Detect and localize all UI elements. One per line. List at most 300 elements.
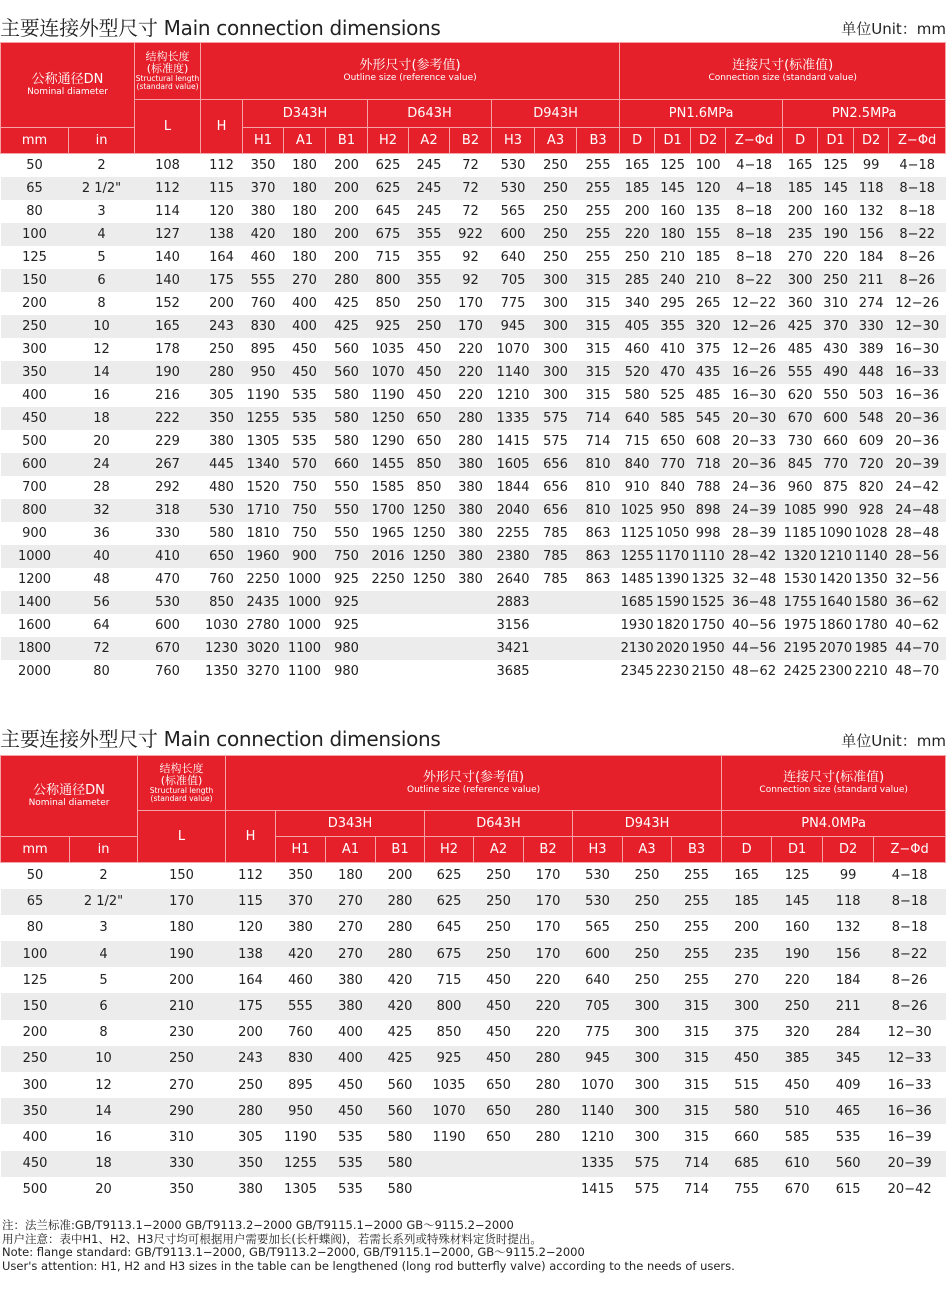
table-cell: 1028 bbox=[854, 525, 888, 541]
table-cell: 32−56 bbox=[895, 571, 940, 587]
table-cell: 548 bbox=[854, 407, 889, 430]
table-cell bbox=[535, 660, 577, 683]
table-cell: 3 bbox=[99, 920, 108, 936]
table-cell: 409 bbox=[835, 1077, 861, 1093]
table-row bbox=[1, 338, 946, 361]
table-cell: 250 bbox=[535, 223, 577, 246]
table-cell: 550 bbox=[334, 479, 359, 495]
table-cell: 24−42 bbox=[895, 479, 940, 495]
table-cell: 350 bbox=[226, 1151, 276, 1177]
table-row bbox=[1, 568, 946, 591]
table-cell: 585 bbox=[655, 407, 691, 430]
table-cell bbox=[535, 591, 577, 614]
table-cell: 650 bbox=[486, 1077, 511, 1093]
table-cell: 220 bbox=[458, 341, 483, 357]
column-header: D2 bbox=[823, 837, 874, 863]
table-cell: 127 bbox=[135, 223, 201, 246]
table-cell: 4 bbox=[70, 941, 138, 967]
table-cell: 2250 bbox=[246, 571, 280, 587]
table-cell: 300 bbox=[543, 295, 568, 311]
table-cell: 625 bbox=[368, 177, 409, 200]
table-cell: 530 bbox=[585, 868, 610, 884]
table-cell: 1605 bbox=[492, 453, 535, 476]
header-mm: mm bbox=[1, 837, 70, 863]
table-cell: 350 bbox=[1, 361, 69, 384]
table-cell: 284 bbox=[835, 1025, 861, 1041]
table-cell: 6 bbox=[69, 269, 135, 292]
table-cell: 380 bbox=[450, 453, 492, 476]
table-cell: 155 bbox=[691, 223, 726, 246]
table-cell: 16−36 bbox=[874, 1098, 946, 1124]
table-cell: 535 bbox=[284, 407, 326, 430]
table-cell: 380 bbox=[250, 203, 276, 219]
table-cell: 460 bbox=[288, 972, 313, 988]
table-cell: 1810 bbox=[246, 525, 280, 541]
table-cell: 2230 bbox=[656, 663, 690, 679]
table-cell: 267 bbox=[135, 453, 201, 476]
table-cell: 760 bbox=[155, 663, 180, 679]
table-cell: 863 bbox=[585, 525, 611, 541]
table-cell: 270 bbox=[169, 1077, 194, 1093]
table-cell: 180 bbox=[284, 223, 326, 246]
table-cell: 36 bbox=[93, 525, 110, 541]
table-cell: 925 bbox=[368, 315, 409, 338]
table-cell: 2 bbox=[99, 868, 108, 884]
table-cell: 1025 bbox=[620, 499, 655, 522]
table-cell: 125 bbox=[22, 972, 48, 988]
header-model-d643h: D643H bbox=[368, 100, 492, 128]
table-row bbox=[1, 591, 946, 614]
table-cell: 625 bbox=[436, 868, 462, 884]
table-cell: 1335 bbox=[573, 1151, 623, 1177]
table-row bbox=[1, 430, 946, 453]
table-row bbox=[1, 1124, 946, 1150]
table-cell: 760 bbox=[209, 571, 234, 587]
table-cell: 250 bbox=[1, 315, 69, 338]
table-cell: 1965 bbox=[371, 525, 405, 541]
table-cell: 600 bbox=[1, 453, 69, 476]
table-cell: 490 bbox=[818, 361, 854, 384]
header-dn-zh: 公称通径DN bbox=[31, 72, 104, 87]
table-row bbox=[1, 476, 946, 499]
note-flange-standard-en: Note: flange standard: GB/T9113.1−2000, GB/T9113.2−2000, GB/T9115.1−2000, GB～9115.2−2000 bbox=[2, 1245, 585, 1259]
table-cell: 44−70 bbox=[889, 637, 946, 660]
table-cell: 270 bbox=[326, 941, 376, 967]
table-cell: 900 bbox=[22, 525, 47, 541]
table-cell: 645 bbox=[436, 920, 462, 936]
table-cell: 650 bbox=[416, 433, 442, 449]
column-header: D bbox=[722, 837, 772, 863]
table-cell: 863 bbox=[577, 545, 620, 568]
table-cell: 250 bbox=[772, 993, 823, 1019]
table-row bbox=[1, 453, 946, 476]
table-cell: 450 bbox=[486, 1025, 511, 1041]
table-cell: 1340 bbox=[243, 453, 284, 476]
table-cell: 450 bbox=[338, 1077, 363, 1093]
table-cell: 16−33 bbox=[887, 1077, 932, 1093]
table-row bbox=[1, 863, 946, 889]
table-row bbox=[1, 246, 946, 269]
table-cell: 3 bbox=[97, 203, 106, 219]
table-cell: 12−30 bbox=[887, 1025, 932, 1041]
table-cell: 16−26 bbox=[726, 361, 783, 384]
header-length-en2: (standard value) bbox=[136, 82, 199, 91]
table-cell: 530 bbox=[500, 157, 526, 173]
table-cell: 1085 bbox=[783, 499, 818, 522]
table-cell: 115 bbox=[201, 177, 243, 200]
table-cell: 580 bbox=[334, 387, 359, 403]
table-cell: 448 bbox=[854, 361, 889, 384]
table-cell: 1325 bbox=[691, 571, 725, 587]
table-cell: 670 bbox=[135, 637, 201, 660]
table-cell: 425 bbox=[376, 1046, 425, 1072]
table-cell: 1140 bbox=[854, 545, 889, 568]
header-connection bbox=[722, 756, 946, 811]
table-cell: 1485 bbox=[620, 571, 654, 587]
table-cell: 1415 bbox=[580, 1182, 615, 1198]
table-cell: 585 bbox=[784, 1129, 810, 1145]
table-cell: 925 bbox=[334, 617, 359, 633]
table-row bbox=[1, 361, 946, 384]
table-cell: 650 bbox=[201, 545, 243, 568]
table-cell: 450 bbox=[722, 1046, 772, 1072]
table-cell: 20−39 bbox=[889, 453, 946, 476]
table-cell: 530 bbox=[201, 499, 243, 522]
table-cell: 255 bbox=[684, 868, 709, 884]
table-row bbox=[1, 223, 946, 246]
table-cell: 550 bbox=[334, 525, 359, 541]
table-cell: 330 bbox=[854, 315, 889, 338]
header-outline-en: Outline size (reference value) bbox=[343, 73, 477, 83]
table-cell: 370 bbox=[243, 177, 284, 200]
table-cell: 580 bbox=[209, 525, 234, 541]
table-cell: 310 bbox=[823, 295, 849, 311]
table-cell: 280 bbox=[524, 1046, 573, 1072]
table-cell: 640 bbox=[620, 407, 655, 430]
table-cell: 12−26 bbox=[726, 315, 783, 338]
table-cell: 315 bbox=[577, 315, 620, 338]
table-cell: 1985 bbox=[854, 637, 889, 660]
table1-title: 主要连接外型尺寸 Main connection dimensions bbox=[0, 16, 441, 40]
table-cell: 12 bbox=[93, 341, 110, 357]
header-connection-zh: 连接尺寸(标准值) bbox=[732, 58, 834, 73]
table-cell: 28−56 bbox=[889, 545, 946, 568]
table-cell: 1700 bbox=[368, 499, 409, 522]
table-cell: 160 bbox=[660, 203, 686, 219]
table-cell: 925 bbox=[326, 591, 368, 614]
column-header: A2 bbox=[474, 837, 524, 863]
table-cell: 185 bbox=[620, 177, 655, 200]
table-cell: 1750 bbox=[691, 617, 725, 633]
table-cell: 255 bbox=[585, 249, 611, 265]
table-cell: 560 bbox=[334, 341, 359, 357]
table-cell: 1530 bbox=[783, 571, 817, 587]
table-cell: 20−42 bbox=[887, 1182, 932, 1198]
column-header: D1 bbox=[655, 128, 691, 154]
table-cell: 800 bbox=[368, 269, 409, 292]
header-length bbox=[138, 756, 226, 811]
table-cell: 1685 bbox=[620, 591, 655, 614]
table-cell: 980 bbox=[326, 637, 368, 660]
table-cell: 220 bbox=[535, 972, 561, 988]
table-cell: 318 bbox=[135, 499, 201, 522]
table-cell: 112 bbox=[209, 157, 234, 173]
header-dn bbox=[1, 756, 138, 837]
table-cell: 2195 bbox=[783, 637, 818, 660]
table-cell: 535 bbox=[326, 1151, 376, 1177]
column-header: D bbox=[783, 128, 818, 154]
table-cell: 1000 bbox=[287, 617, 322, 633]
table-row bbox=[1, 660, 946, 683]
table-cell: 925 bbox=[334, 571, 359, 587]
column-header: D1 bbox=[772, 837, 823, 863]
table-cell: 56 bbox=[69, 591, 135, 614]
table-cell bbox=[368, 591, 409, 614]
table-cell: 280 bbox=[387, 920, 413, 936]
table-cell: 535 bbox=[835, 1129, 861, 1145]
table-cell bbox=[474, 1177, 524, 1203]
table-cell: 300 bbox=[783, 269, 818, 292]
table-cell bbox=[425, 1177, 474, 1203]
column-header: B2 bbox=[524, 837, 573, 863]
table-cell: 138 bbox=[226, 941, 276, 967]
table-cell bbox=[535, 614, 577, 637]
column-header: B1 bbox=[376, 837, 425, 863]
table-cell: 960 bbox=[787, 479, 813, 495]
table-cell: 570 bbox=[284, 453, 326, 476]
table-cell: 1520 bbox=[246, 479, 280, 495]
header-length bbox=[135, 43, 201, 100]
header-length-en: Structural length bbox=[149, 785, 214, 795]
table-cell: 8−18 bbox=[726, 223, 783, 246]
table-cell: 714 bbox=[577, 407, 620, 430]
table-cell: 235 bbox=[722, 941, 772, 967]
table-cell: 222 bbox=[135, 407, 201, 430]
header-in: in bbox=[70, 837, 138, 863]
table-cell: 785 bbox=[543, 525, 568, 541]
table-cell: 1200 bbox=[17, 571, 52, 587]
table-cell: 72 bbox=[462, 157, 479, 173]
table-cell: 645 bbox=[375, 203, 401, 219]
table-cell: 1525 bbox=[691, 591, 726, 614]
table-cell: 64 bbox=[93, 617, 110, 633]
table-cell: 450 bbox=[486, 972, 511, 988]
table-cell: 530 bbox=[573, 889, 623, 915]
table-cell: 3685 bbox=[496, 663, 530, 679]
table-cell: 910 bbox=[624, 479, 650, 495]
table-cell: 145 bbox=[655, 177, 691, 200]
table-cell: 925 bbox=[425, 1046, 474, 1072]
table-cell: 20 bbox=[95, 1182, 112, 1198]
table-cell: 1960 bbox=[243, 545, 284, 568]
table-cell: 245 bbox=[416, 203, 442, 219]
table-cell: 235 bbox=[783, 223, 818, 246]
table-cell: 420 bbox=[276, 941, 326, 967]
table-cell: 20−36 bbox=[726, 453, 783, 476]
table-cell: 10 bbox=[70, 1046, 138, 1072]
header-length-en2: (standard value) bbox=[150, 794, 213, 803]
column-header: H3 bbox=[492, 128, 535, 154]
table-cell: 1255 bbox=[620, 545, 655, 568]
table-cell: 65 bbox=[1, 889, 70, 915]
table-cell: 515 bbox=[734, 1077, 760, 1093]
table-cell: 425 bbox=[326, 315, 368, 338]
table-cell: 656 bbox=[543, 479, 568, 495]
table-cell: 600 bbox=[492, 223, 535, 246]
table-row bbox=[1, 1020, 946, 1046]
table-cell: 685 bbox=[722, 1151, 772, 1177]
table-cell: 656 bbox=[535, 499, 577, 522]
table-cell: 12−26 bbox=[895, 295, 940, 311]
table-row bbox=[1, 200, 946, 223]
table-cell: 100 bbox=[1, 223, 69, 246]
header-model-d343h: D343H bbox=[243, 100, 368, 128]
table-cell: 36−62 bbox=[889, 591, 946, 614]
table-cell: 555 bbox=[243, 269, 284, 292]
table-cell bbox=[368, 614, 409, 637]
table-cell: 1250 bbox=[409, 545, 450, 568]
table-cell: 145 bbox=[818, 177, 854, 200]
table-cell: 1320 bbox=[783, 545, 818, 568]
table-cell: 1780 bbox=[854, 617, 888, 633]
table-cell: 400 bbox=[22, 387, 47, 403]
table-cell: 20−36 bbox=[895, 433, 940, 449]
table-cell: 12 bbox=[95, 1077, 112, 1093]
table-cell: 1350 bbox=[204, 663, 239, 679]
table-cell: 2040 bbox=[492, 499, 535, 522]
table-cell: 125 bbox=[660, 157, 686, 173]
table-cell: 450 bbox=[474, 1046, 524, 1072]
table-cell: 1844 bbox=[496, 479, 530, 495]
table-cell: 2255 bbox=[496, 525, 530, 541]
table-cell: 380 bbox=[238, 1182, 263, 1198]
table-cell: 108 bbox=[155, 157, 180, 173]
table-cell: 360 bbox=[787, 295, 813, 311]
table-cell: 1950 bbox=[691, 637, 726, 660]
table-cell: 200 bbox=[334, 157, 359, 173]
table-cell: 450 bbox=[284, 361, 326, 384]
table-cell: 450 bbox=[784, 1077, 810, 1093]
table-cell: 2425 bbox=[783, 663, 817, 679]
table-cell: 280 bbox=[524, 1098, 573, 1124]
table-cell: 2150 bbox=[691, 663, 725, 679]
table-cell: 72 bbox=[450, 177, 492, 200]
table-cell: 120 bbox=[209, 203, 234, 219]
table-cell: 100 bbox=[695, 157, 721, 173]
table-cell: 190 bbox=[135, 361, 201, 384]
table-cell: 300 bbox=[535, 269, 577, 292]
table-cell: 120 bbox=[238, 920, 263, 936]
footnotes bbox=[2, 1219, 735, 1273]
table-cell: 1070 bbox=[496, 341, 530, 357]
table-row bbox=[1, 614, 946, 637]
table-cell: 375 bbox=[734, 1025, 760, 1041]
table-cell: 350 bbox=[1, 1098, 70, 1124]
table-cell: 170 bbox=[524, 889, 573, 915]
table-cell: 450 bbox=[474, 993, 524, 1019]
table-cell: 16 bbox=[93, 387, 110, 403]
table-cell: 1090 bbox=[819, 525, 853, 541]
header-dn bbox=[1, 43, 135, 128]
table-cell: 1415 bbox=[496, 433, 530, 449]
table-cell: 150 bbox=[1, 993, 70, 1019]
table-cell: 450 bbox=[416, 341, 442, 357]
table-cell: 560 bbox=[387, 1077, 413, 1093]
table-cell: 615 bbox=[835, 1182, 861, 1198]
table-cell: 220 bbox=[458, 387, 483, 403]
table-cell: 175 bbox=[201, 269, 243, 292]
table-cell: 300 bbox=[634, 1077, 660, 1093]
table-cell: 170 bbox=[535, 868, 561, 884]
table-cell: 8−18 bbox=[889, 177, 946, 200]
table-cell: 560 bbox=[823, 1151, 874, 1177]
table-cell bbox=[450, 591, 492, 614]
table-cell: 998 bbox=[695, 525, 721, 541]
table-cell bbox=[409, 614, 450, 637]
table-cell: 250 bbox=[543, 203, 568, 219]
table-cell: 660 bbox=[734, 1129, 760, 1145]
table-cell: 92 bbox=[462, 249, 479, 265]
table-cell: 300 bbox=[535, 315, 577, 338]
table-cell: 250 bbox=[486, 920, 511, 936]
table-cell: 1930 bbox=[620, 617, 654, 633]
table-cell: 178 bbox=[155, 341, 180, 357]
table-cell: 8−18 bbox=[736, 249, 772, 265]
table-cell: 715 bbox=[375, 249, 401, 265]
table-cell: 788 bbox=[695, 479, 721, 495]
table-cell: 280 bbox=[326, 269, 368, 292]
header-L: L bbox=[135, 100, 201, 154]
table-cell: 1390 bbox=[656, 571, 690, 587]
table-cell: 330 bbox=[155, 525, 180, 541]
table-cell: 240 bbox=[655, 269, 691, 292]
table-cell: 285 bbox=[620, 269, 655, 292]
table-cell bbox=[474, 1151, 524, 1177]
column-header: H1 bbox=[243, 128, 284, 154]
table-cell: 44−56 bbox=[726, 637, 783, 660]
table-cell: 375 bbox=[695, 341, 721, 357]
table-cell: 200 bbox=[22, 1025, 48, 1041]
table-row bbox=[1, 637, 946, 660]
header-pn16: PN1.6MPa bbox=[620, 100, 783, 128]
table-cell: 200 bbox=[387, 868, 413, 884]
table-cell: 8−26 bbox=[891, 972, 928, 988]
table-cell: 280 bbox=[226, 1098, 276, 1124]
table-cell: 140 bbox=[155, 249, 180, 265]
table-cell: 1710 bbox=[243, 499, 284, 522]
table-cell: 250 bbox=[543, 157, 568, 173]
table-cell bbox=[409, 660, 450, 683]
table-cell: 2780 bbox=[246, 617, 280, 633]
table-cell: 1255 bbox=[276, 1151, 326, 1177]
table-cell: 320 bbox=[784, 1025, 810, 1041]
table-cell: 420 bbox=[387, 972, 413, 988]
table-cell: 8−22 bbox=[726, 269, 783, 292]
table-cell: 315 bbox=[684, 1025, 709, 1041]
column-header: H3 bbox=[573, 837, 623, 863]
table-cell: 211 bbox=[823, 993, 874, 1019]
table-cell: 180 bbox=[169, 920, 194, 936]
table-cell: 714 bbox=[684, 1182, 709, 1198]
header-L: L bbox=[138, 811, 226, 863]
table-cell: 1230 bbox=[201, 637, 243, 660]
table-cell bbox=[524, 1151, 573, 1177]
table-cell: 1140 bbox=[492, 361, 535, 384]
table-cell: 760 bbox=[288, 1025, 313, 1041]
table-cell: 945 bbox=[573, 1046, 623, 1072]
column-header: H1 bbox=[276, 837, 326, 863]
table-cell: 385 bbox=[772, 1046, 823, 1072]
